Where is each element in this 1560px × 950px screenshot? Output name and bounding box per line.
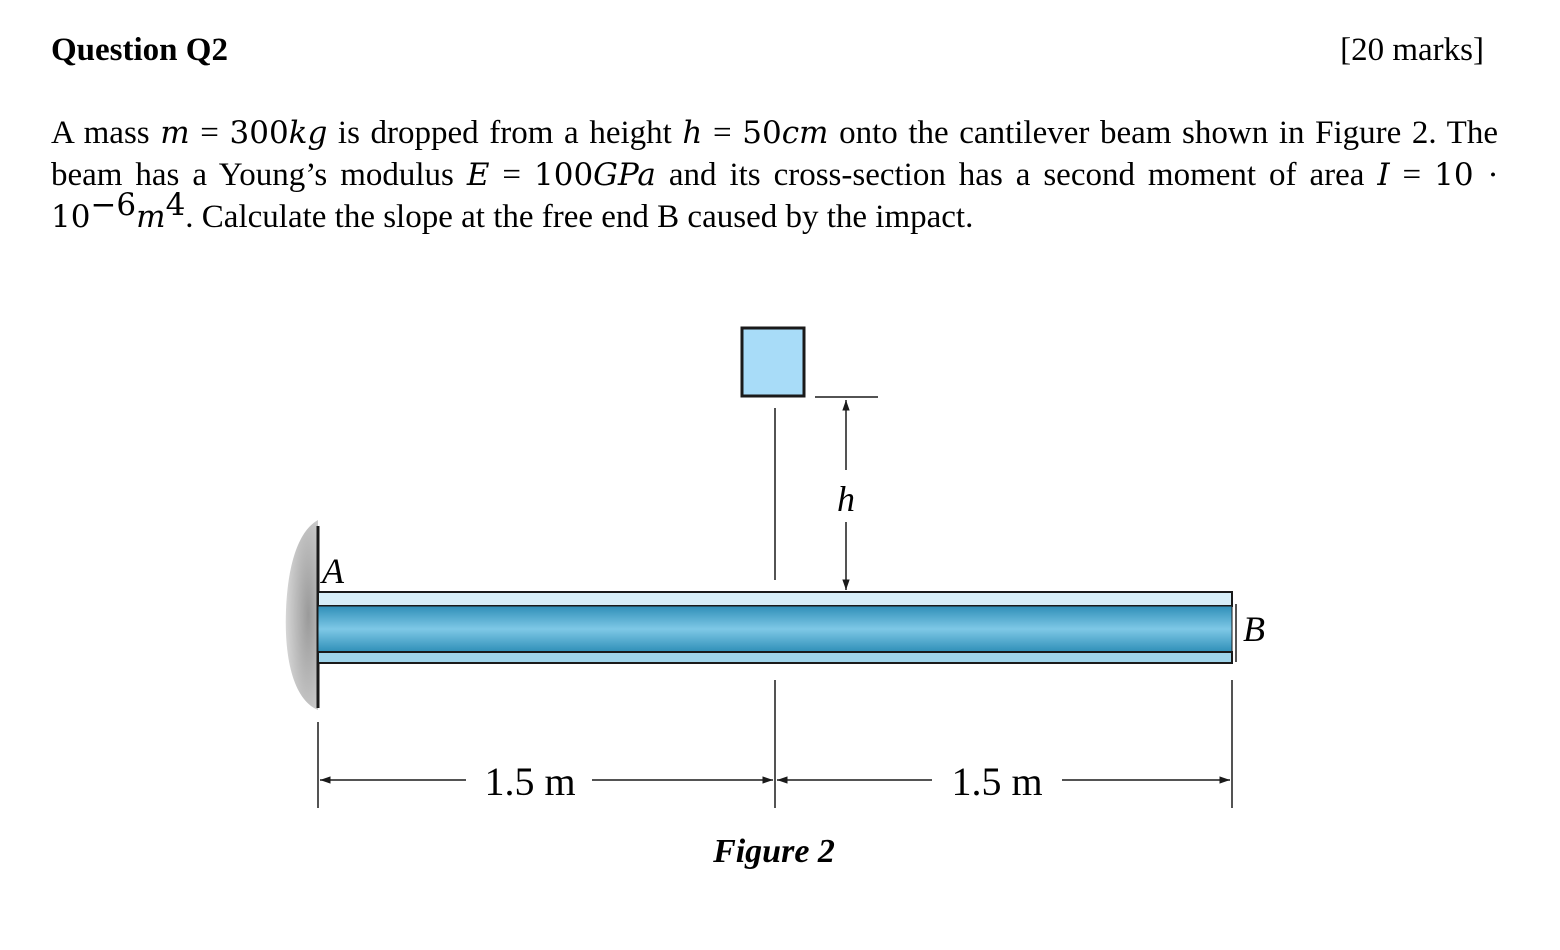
point-b-label: B bbox=[1243, 609, 1265, 649]
dimension-right-label: 1.5 m bbox=[951, 759, 1043, 804]
problem-text: . Calculate the slope at the free end B caused by the impact. bbox=[185, 199, 974, 235]
point-a-label: A bbox=[322, 551, 344, 591]
mass-value: 300 bbox=[229, 115, 289, 151]
wall-support bbox=[286, 520, 318, 710]
height-label: h bbox=[837, 479, 855, 519]
beam-body bbox=[318, 606, 1232, 652]
dimension-left-label: 1.5 m bbox=[484, 759, 576, 804]
equals-sign: = bbox=[702, 115, 743, 151]
modulus-symbol: E bbox=[466, 157, 490, 193]
equals-sign: = bbox=[1389, 157, 1435, 193]
figure-caption: Figure 2 bbox=[713, 833, 835, 870]
height-unit: cm bbox=[781, 115, 829, 151]
modulus-unit: GPa bbox=[593, 157, 656, 193]
question-marks: [20 marks] bbox=[1340, 32, 1484, 68]
question-title: Question Q2 bbox=[51, 32, 228, 68]
beam-top-flange bbox=[318, 592, 1232, 606]
inertia-value: 10 · 10 bbox=[51, 157, 1498, 235]
beam-bottom-flange bbox=[318, 652, 1232, 663]
problem-text: A mass bbox=[51, 115, 161, 151]
equals-sign: = bbox=[489, 157, 534, 193]
drop-mass bbox=[742, 328, 804, 396]
mass-symbol: m bbox=[160, 115, 190, 151]
problem-text: onto the cantilever beam shown in Figure 2. The beam has a Young’s modulus bbox=[51, 115, 1498, 193]
height-symbol: h bbox=[682, 115, 703, 151]
modulus-value: 100 bbox=[534, 157, 594, 193]
inertia-symbol: I bbox=[1377, 157, 1390, 193]
problem-text: is dropped from a height bbox=[327, 115, 683, 151]
inertia-unit: m bbox=[136, 199, 166, 235]
height-value: 50 bbox=[742, 115, 782, 151]
inertia-unit-exponent: 4 bbox=[165, 187, 186, 223]
inertia-exponent: −6 bbox=[90, 187, 137, 223]
mass-unit: kg bbox=[288, 115, 328, 151]
equals-sign: = bbox=[189, 115, 230, 151]
problem-text: and its cross-section has a second moment of area bbox=[655, 157, 1378, 193]
